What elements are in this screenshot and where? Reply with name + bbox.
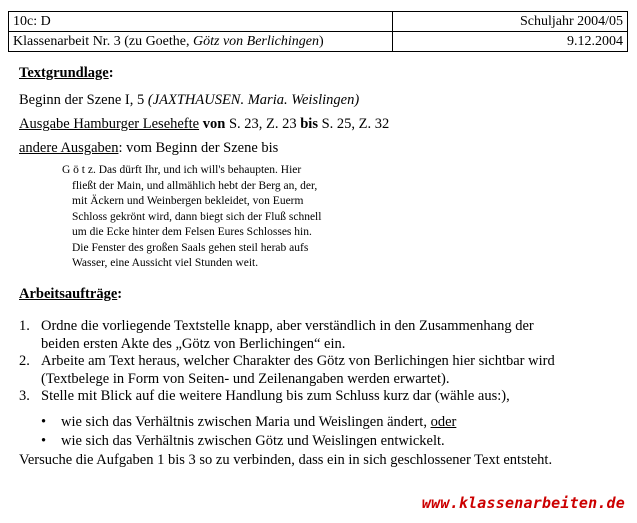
bullet-icon: • [41, 414, 47, 430]
edition-line: Ausgabe Hamburger Lesehefte von S. 23, Z. 23 bis S. 25, Z. 32 [19, 116, 390, 132]
quote-line: mit Äckern und Weinbergen bekleidet, von Euerm [72, 195, 304, 207]
task-item: 1. Ordne die vorliegende Textstelle knapp, aber verständlich in den Zusammenhang der beiden ersten Akte des „Götz von Berlichingen“ ein. [19, 318, 534, 352]
task-3-options [19, 413, 456, 451]
exam-title [9, 32, 393, 52]
quote-excerpt [62, 163, 321, 272]
task-item: 2. Arbeite am Text heraus, welcher Charakter des Götz von Berlichingen hier sichtbar wird (Textbelege in Form von Seiten- und Zeilenangaben werden erwartet). [19, 353, 555, 387]
quote-line: fließt der Main, und allmählich hebt der Berg an, der, [72, 179, 318, 192]
quote-line: Schloss gekrönt wird, dann biegt sich der Fluß schnell [72, 210, 322, 223]
final-instruction: Versuche die Aufgaben 1 bis 3 so zu verbinden, dass ein in sich geschlossener Text entsteht. [19, 452, 553, 468]
quote-line: G ö t z. Das dürft Ihr, und ich will's behaupten. Hier [62, 164, 302, 176]
task-number: 1. [19, 318, 30, 334]
other-editions-line: andere Ausgaben: vom Beginn der Szene bis [19, 140, 279, 156]
scene-line: Beginn der Szene I, 5 (JAXTHAUSEN. Maria. Weislingen) [19, 92, 360, 108]
class-label: 10c: D [9, 12, 393, 32]
task-number: 2. [19, 353, 30, 369]
task-number: 3. [19, 388, 30, 404]
textgrundlage-heading: Textgrundlage: [19, 65, 114, 81]
exam-date: 9.12.2004 [393, 32, 628, 52]
quote-line: Die Fenster des großen Saals gehen steil herab aufs [72, 241, 309, 254]
brand-logo: www.klassenarbeiten.de [421, 494, 625, 512]
arbeitsauftraege-heading: Arbeitsaufträge: [19, 286, 123, 302]
option-item: • wie sich das Verhältnis zwischen Maria und Weislingen ändert, oder [41, 414, 457, 430]
school-year: Schuljahr 2004/05 [393, 12, 628, 32]
task-item: 3. Stelle mit Blick auf die weitere Handlung bis zum Schluss kurz dar (wähle aus:), [19, 388, 510, 404]
exam-title-prefix: Klassenarbeit Nr. 3 (zu Goethe, [13, 34, 193, 49]
exam-title-work: Götz von Berlichingen [193, 34, 319, 49]
task-list [19, 318, 624, 406]
bullet-icon: • [41, 433, 47, 449]
header-table [8, 11, 628, 52]
quote-line: Wasser, eine Aussicht viel Stunden weit. [72, 257, 259, 269]
option-item: • wie sich das Verhältnis zwischen Götz und Weislingen entwickelt. [41, 433, 445, 449]
exam-title-suffix: ) [318, 34, 324, 49]
quote-line: um die Ecke hinter dem Felsen Eures Schlosses hin. [72, 226, 312, 238]
